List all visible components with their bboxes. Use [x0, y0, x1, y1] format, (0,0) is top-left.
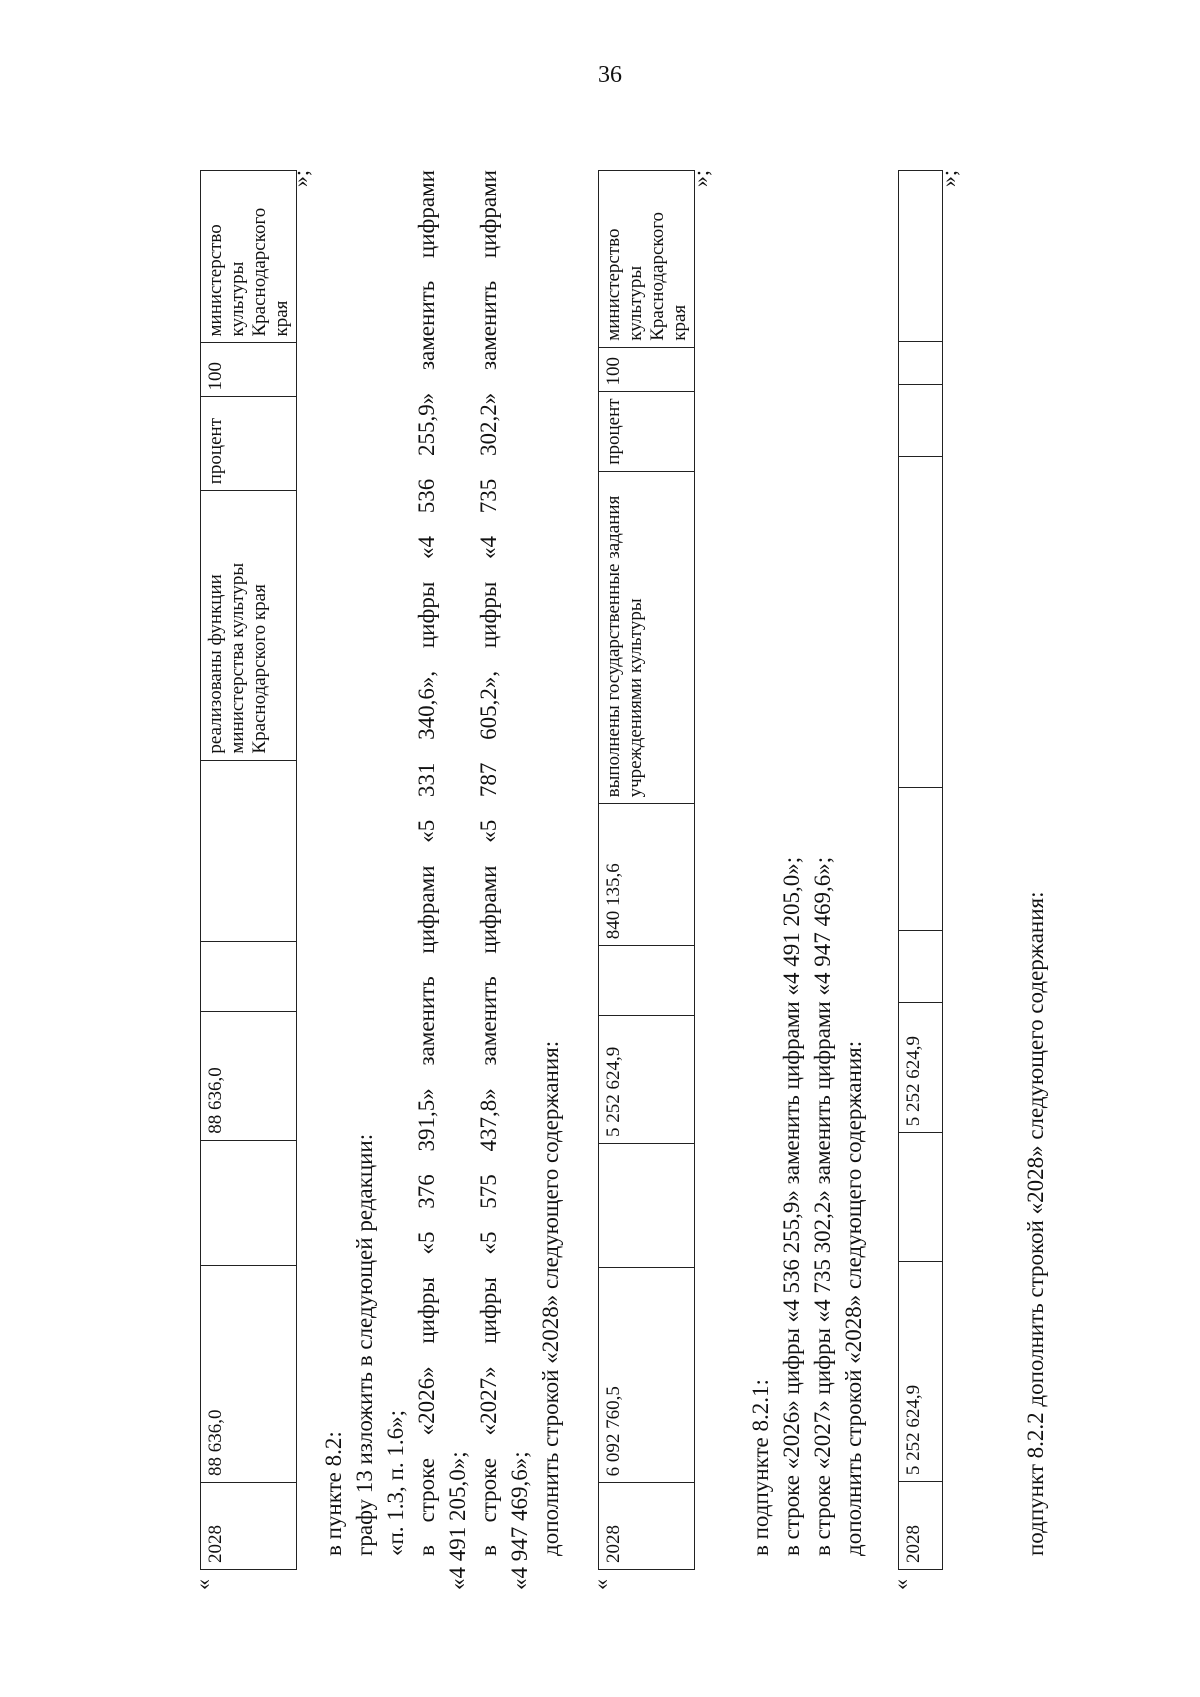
text-line: в подпункте 8.2.1: — [748, 1379, 773, 1556]
text-line: графу 13 изложить в следующей редакции: — [352, 1133, 377, 1556]
cell-value — [899, 341, 943, 384]
closing-quote: »; — [936, 170, 961, 188]
cell-year: 2028 — [599, 1483, 695, 1570]
cell-other — [201, 760, 297, 941]
text-line: дополнить строкой «2028» следующего содержания: — [841, 1040, 866, 1556]
text-line: «4 491 205,0»; — [445, 1451, 470, 1590]
text-line: «п. 1.3, п. 1.6»; — [383, 1409, 408, 1556]
cell-value: 100 — [599, 347, 695, 392]
text-line: подпункт 8.2.2 дополнить строкой «2028» следующего содержания: — [1023, 891, 1048, 1556]
cell-total: 88 636,0 — [201, 1266, 297, 1483]
table-row-2028-culture-functions — [200, 170, 297, 1570]
text-line: дополнить строкой «2028» следующего содержания: — [538, 1040, 563, 1556]
cell-unit: процент — [201, 397, 297, 491]
opening-quote: « — [888, 1579, 913, 1590]
cell-federal — [899, 1133, 943, 1261]
cell-unit — [899, 385, 943, 457]
section-8-2-1-text — [745, 170, 869, 1590]
opening-quote: « — [190, 1579, 215, 1590]
closing-quote: »; — [288, 170, 313, 188]
text-line: в пункте 8.2: — [321, 1431, 346, 1556]
text-line: в строке «2026» цифры «4 536 255,9» заменить цифрами «4 491 205,0»; — [779, 856, 804, 1556]
cell-result: выполнены государственные задания учреждениями культуры — [599, 471, 695, 804]
opening-quote: « — [588, 1579, 613, 1590]
rotated-content — [160, 170, 1120, 1590]
cell-regional: 88 636,0 — [201, 1011, 297, 1140]
cell-year: 2028 — [899, 1482, 943, 1570]
cell-local — [599, 946, 695, 1016]
section-8-2-text — [318, 170, 566, 1590]
cell-result — [899, 456, 943, 788]
cell-regional: 5 252 624,9 — [899, 1002, 943, 1133]
text-line: в строке «2027» цифры «5 575 437,8» заменить цифрами «5 787 605,2», цифры «4 735 302,2» заменить цифрами — [476, 170, 501, 1556]
cell-total: 6 092 760,5 — [599, 1268, 695, 1483]
cell-regional: 5 252 624,9 — [599, 1015, 695, 1143]
text-line: в строке «2027» цифры «4 735 302,2» заменить цифрами «4 947 469,6»; — [810, 856, 835, 1556]
table-row-2028-subitem — [898, 170, 943, 1570]
cell-local — [201, 941, 297, 1011]
text-line: в строке «2026» цифры «5 376 391,5» заменить цифрами «5 331 340,6», цифры «4 536 255,9» заменить цифрами — [414, 170, 439, 1556]
section-8-2-2-text — [1020, 170, 1051, 1590]
cell-other: 840 135,6 — [599, 804, 695, 946]
page-number: 36 — [598, 62, 622, 88]
cell-value: 100 — [201, 343, 297, 397]
cell-executor: министерство культуры Краснодарского края — [201, 171, 297, 344]
cell-result: реализованы функции министерства культуры Краснодарского края — [201, 491, 297, 760]
cell-executor: министерство культуры Краснодарского края — [599, 171, 695, 348]
cell-total: 5 252 624,9 — [899, 1261, 943, 1482]
text-line: «4 947 469,6»; — [507, 1451, 532, 1590]
cell-federal — [201, 1140, 297, 1266]
cell-executor — [899, 171, 943, 342]
cell-federal — [599, 1144, 695, 1268]
cell-other — [899, 788, 943, 931]
cell-local — [899, 931, 943, 1003]
table-row-2028-state-assignments — [598, 170, 695, 1570]
closing-quote: »; — [688, 170, 713, 188]
cell-unit: процент — [599, 392, 695, 471]
cell-year: 2028 — [201, 1483, 297, 1570]
